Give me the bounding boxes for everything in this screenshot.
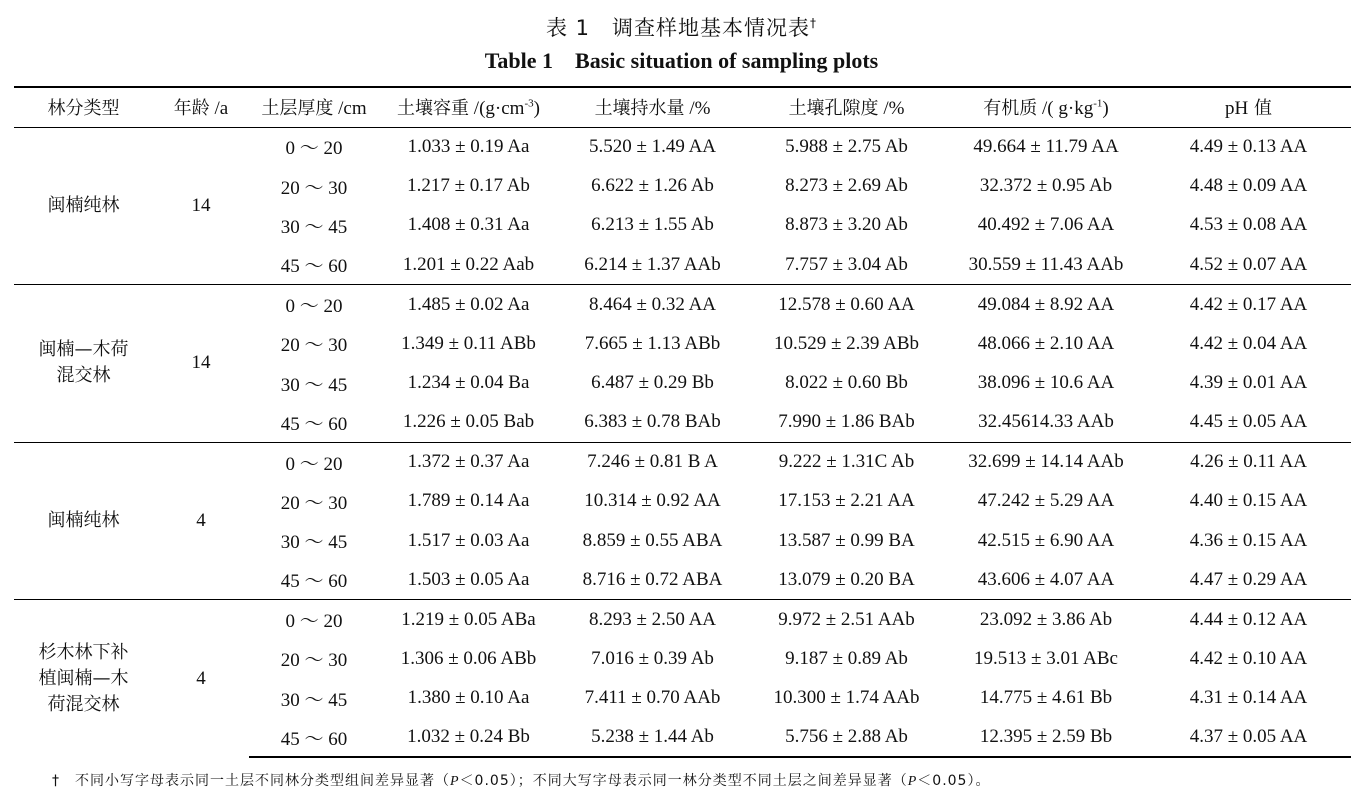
porosity-cell: 8.022 ± 0.60 Bb bbox=[785, 372, 908, 394]
depth-cell: 0 ～ 20 bbox=[249, 600, 379, 639]
depth-cell: 45 ～ 60 bbox=[280, 256, 348, 278]
depth-cell: 45 ～ 60 bbox=[249, 718, 379, 757]
col-header-ph: pH 值 bbox=[1146, 87, 1351, 127]
ph-cell: 4.26 ± 0.11 AA bbox=[1146, 442, 1351, 481]
bulk-density-cell: 1.234 ± 0.04 Ba bbox=[407, 372, 530, 394]
bulk-density-cell: 1.226 ± 0.05 Bab bbox=[402, 411, 535, 433]
porosity-cell: 5.756 ± 2.88 Ab bbox=[747, 718, 946, 757]
organic-matter-cell: 42.515 ± 6.90 AA bbox=[977, 529, 1115, 551]
bulk-density-cell: 1.517 ± 0.03 Aa bbox=[407, 529, 530, 551]
water-capacity-cell: 8.464 ± 0.32 AA bbox=[558, 285, 747, 324]
col-header-forest-type: 林分类型 bbox=[14, 87, 153, 127]
porosity-cell: 10.529 ± 2.39 ABb bbox=[773, 332, 920, 354]
forest-type-cell bbox=[14, 285, 153, 443]
porosity-cell: 7.757 ± 3.04 Ab bbox=[785, 253, 908, 275]
table-title-cn-text: 表 1 调查样地基本情况表 bbox=[545, 16, 811, 40]
water-capacity-cell: 6.213 ± 1.55 Ab bbox=[591, 214, 714, 236]
water-capacity-cell: 7.016 ± 0.39 Ab bbox=[591, 647, 714, 669]
depth-cell: 30 ～ 45 bbox=[280, 689, 348, 711]
forest-type-line: 闽楠纯林 bbox=[47, 194, 120, 216]
water-capacity-cell: 6.214 ± 1.37 AAb bbox=[584, 253, 721, 275]
col-header-water-capacity: 土壤持水量 /% bbox=[558, 87, 747, 127]
porosity-cell: 8.273 ± 2.69 Ab bbox=[785, 175, 908, 197]
water-capacity-cell: 7.665 ± 1.13 ABb bbox=[584, 332, 721, 354]
ph-cell: 4.39 ± 0.01 AA bbox=[1189, 372, 1308, 394]
water-capacity-cell: 5.520 ± 1.49 AA bbox=[558, 127, 747, 166]
water-capacity-cell: 6.622 ± 1.26 Ab bbox=[591, 175, 714, 197]
porosity-cell: 8.873 ± 3.20 Ab bbox=[785, 214, 908, 236]
forest-type-cell bbox=[14, 600, 153, 758]
depth-cell: 20 ～ 30 bbox=[280, 177, 348, 199]
bulk-density-cell: 1.201 ± 0.22 Aab bbox=[402, 253, 535, 275]
table-title-en: Table 1 Basic situation of sampling plots bbox=[484, 48, 879, 73]
forest-type-cell bbox=[14, 127, 153, 285]
ph-cell: 4.40 ± 0.15 AA bbox=[1189, 490, 1308, 512]
porosity-cell: 13.587 ± 0.99 BA bbox=[778, 529, 915, 551]
forest-type-line: 混交林 bbox=[56, 365, 111, 387]
organic-matter-cell: 48.066 ± 2.10 AA bbox=[977, 332, 1115, 354]
bulk-density-cell: 1.033 ± 0.19 Aa bbox=[379, 127, 558, 166]
col-header-bulk-density: 土壤容重 $/(g\cdot cm^{-3})$ bbox=[379, 87, 558, 127]
table-body bbox=[14, 127, 1351, 757]
ph-cell: 4.48 ± 0.09 AA bbox=[1189, 175, 1308, 197]
ph-cell: 4.37 ± 0.05 AA bbox=[1146, 718, 1351, 757]
water-capacity-cell: 6.383 ± 0.78 BAb bbox=[584, 411, 721, 433]
depth-cell: 20 ～ 30 bbox=[280, 492, 348, 514]
forest-type-line: 闽楠—木荷 bbox=[38, 339, 129, 361]
organic-matter-cell: 49.664 ± 11.79 AA bbox=[946, 127, 1146, 166]
age-cell: 14 bbox=[153, 285, 249, 443]
bulk-density-cell: 1.372 ± 0.37 Aa bbox=[379, 442, 558, 481]
organic-matter-cell: 47.242 ± 5.29 AA bbox=[977, 490, 1115, 512]
ph-cell: 4.44 ± 0.12 AA bbox=[1146, 600, 1351, 639]
bulk-density-cell: 1.349 ± 0.11 ABb bbox=[401, 332, 536, 354]
col-header-organic-matter: 有机质 /( $g\cdot kg^{-1}$) bbox=[946, 87, 1146, 127]
organic-matter-cell: 32.45614.33 AAb bbox=[978, 411, 1114, 433]
ph-cell: 4.52 ± 0.07 AA bbox=[1189, 253, 1308, 275]
bulk-density-cell: 1.380 ± 0.10 Aa bbox=[407, 687, 530, 709]
organic-matter-cell: 14.775 ± 4.61 Bb bbox=[979, 687, 1113, 709]
porosity-cell: 9.222 ± 1.31C Ab bbox=[747, 442, 946, 481]
table-row bbox=[14, 285, 1351, 324]
depth-cell: 30 ～ 45 bbox=[280, 374, 348, 396]
depth-cell: 45 ～ 60 bbox=[280, 413, 348, 435]
forest-type-line: 杉木林下补 bbox=[38, 641, 129, 663]
bulk-density-cell: 1.408 ± 0.31 Aa bbox=[407, 214, 530, 236]
depth-cell: 0 ～ 20 bbox=[249, 285, 379, 324]
ph-cell: 4.49 ± 0.13 AA bbox=[1146, 127, 1351, 166]
table-title-cn bbox=[0, 12, 1363, 42]
bulk-density-cell: 1.219 ± 0.05 ABa bbox=[379, 600, 558, 639]
water-capacity-cell: 8.716 ± 0.72 ABA bbox=[582, 568, 723, 590]
ph-cell: 4.36 ± 0.15 AA bbox=[1189, 529, 1308, 551]
organic-matter-cell: 19.513 ± 3.01 ABc bbox=[974, 647, 1118, 669]
water-capacity-cell: 6.487 ± 0.29 Bb bbox=[591, 372, 714, 394]
bulk-density-cell: 1.032 ± 0.24 Bb bbox=[379, 718, 558, 757]
organic-matter-cell: 12.395 ± 2.59 Bb bbox=[946, 718, 1146, 757]
ph-cell: 4.42 ± 0.17 AA bbox=[1146, 285, 1351, 324]
header-row bbox=[14, 87, 1351, 127]
depth-cell: 20 ～ 30 bbox=[280, 335, 348, 357]
water-capacity-cell: 7.411 ± 0.70 AAb bbox=[584, 687, 721, 709]
depth-cell: 0 ～ 20 bbox=[249, 442, 379, 481]
depth-cell: 0 ～ 20 bbox=[249, 127, 379, 166]
organic-matter-cell: 32.699 ± 14.14 AAb bbox=[946, 442, 1146, 481]
ph-cell: 4.53 ± 0.08 AA bbox=[1189, 214, 1308, 236]
depth-cell: 45 ～ 60 bbox=[280, 571, 348, 593]
age-cell: 14 bbox=[153, 127, 249, 285]
organic-matter-cell: 49.084 ± 8.92 AA bbox=[946, 285, 1146, 324]
organic-matter-cell: 32.372 ± 0.95 Ab bbox=[979, 175, 1113, 197]
water-capacity-cell: 8.293 ± 2.50 AA bbox=[558, 600, 747, 639]
depth-cell: 30 ～ 45 bbox=[280, 216, 348, 238]
depth-cell: 30 ～ 45 bbox=[280, 532, 348, 554]
bulk-density-cell: 1.485 ± 0.02 Aa bbox=[379, 285, 558, 324]
porosity-cell: 9.972 ± 2.51 AAb bbox=[747, 600, 946, 639]
porosity-cell: 5.988 ± 2.75 Ab bbox=[747, 127, 946, 166]
porosity-cell: 13.079 ± 0.20 BA bbox=[778, 568, 915, 590]
water-capacity-cell: 7.246 ± 0.81 B A bbox=[558, 442, 747, 481]
table-row bbox=[14, 442, 1351, 481]
forest-type-line: 闽楠纯林 bbox=[47, 509, 120, 531]
age-cell: 4 bbox=[153, 600, 249, 758]
water-capacity-cell: 8.859 ± 0.55 ABA bbox=[582, 529, 723, 551]
organic-matter-cell: 43.606 ± 4.07 AA bbox=[977, 568, 1115, 590]
forest-type-line: 荷混交林 bbox=[47, 693, 120, 715]
ph-cell: 4.45 ± 0.05 AA bbox=[1189, 411, 1308, 433]
col-header-age: 年龄 /a bbox=[153, 87, 249, 127]
col-header-depth: 土层厚度 /cm bbox=[249, 87, 379, 127]
table-row bbox=[14, 127, 1351, 166]
bulk-density-cell: 1.217 ± 0.17 Ab bbox=[407, 175, 530, 197]
porosity-cell: 10.300 ± 1.74 AAb bbox=[773, 687, 920, 709]
porosity-cell: 7.990 ± 1.86 BAb bbox=[778, 411, 915, 433]
organic-matter-cell: 23.092 ± 3.86 Ab bbox=[946, 600, 1146, 639]
organic-matter-cell: 38.096 ± 10.6 AA bbox=[977, 372, 1115, 394]
ph-cell: 4.31 ± 0.14 AA bbox=[1189, 687, 1308, 709]
title-footnote-mark: † bbox=[810, 16, 818, 30]
water-capacity-cell: 10.314 ± 0.92 AA bbox=[584, 490, 721, 512]
bulk-density-cell: 1.306 ± 0.06 ABb bbox=[400, 647, 537, 669]
bulk-density-cell: 1.789 ± 0.14 Aa bbox=[407, 490, 530, 512]
porosity-cell: 17.153 ± 2.21 AA bbox=[778, 490, 915, 512]
age-cell: 4 bbox=[153, 442, 249, 600]
table-row bbox=[14, 600, 1351, 639]
bulk-density-cell: 1.503 ± 0.05 Aa bbox=[407, 568, 530, 590]
organic-matter-cell: 40.492 ± 7.06 AA bbox=[977, 214, 1115, 236]
depth-cell: 20 ～ 30 bbox=[280, 650, 348, 672]
water-capacity-cell: 5.238 ± 1.44 Ab bbox=[558, 718, 747, 757]
forest-type-cell bbox=[14, 442, 153, 600]
ph-cell: 4.42 ± 0.04 AA bbox=[1189, 332, 1308, 354]
sampling-plots-table bbox=[14, 86, 1351, 758]
col-header-porosity: 土壤孔隙度 /% bbox=[747, 87, 946, 127]
ph-cell: 4.42 ± 0.10 AA bbox=[1189, 647, 1308, 669]
ph-cell: 4.47 ± 0.29 AA bbox=[1189, 568, 1308, 590]
table-footnote: † 不同小写字母表示同一土层不同林分类型组间差异显著（P＜0.05）；不同大写字母表示同一林分类型不同土层之间差异显著（P＜0.05）。 bbox=[52, 773, 991, 789]
organic-matter-cell: 30.559 ± 11.43 AAb bbox=[968, 253, 1124, 275]
forest-type-line: 植闽楠—木 bbox=[38, 667, 129, 689]
porosity-cell: 9.187 ± 0.89 Ab bbox=[785, 647, 908, 669]
porosity-cell: 12.578 ± 0.60 AA bbox=[747, 285, 946, 324]
